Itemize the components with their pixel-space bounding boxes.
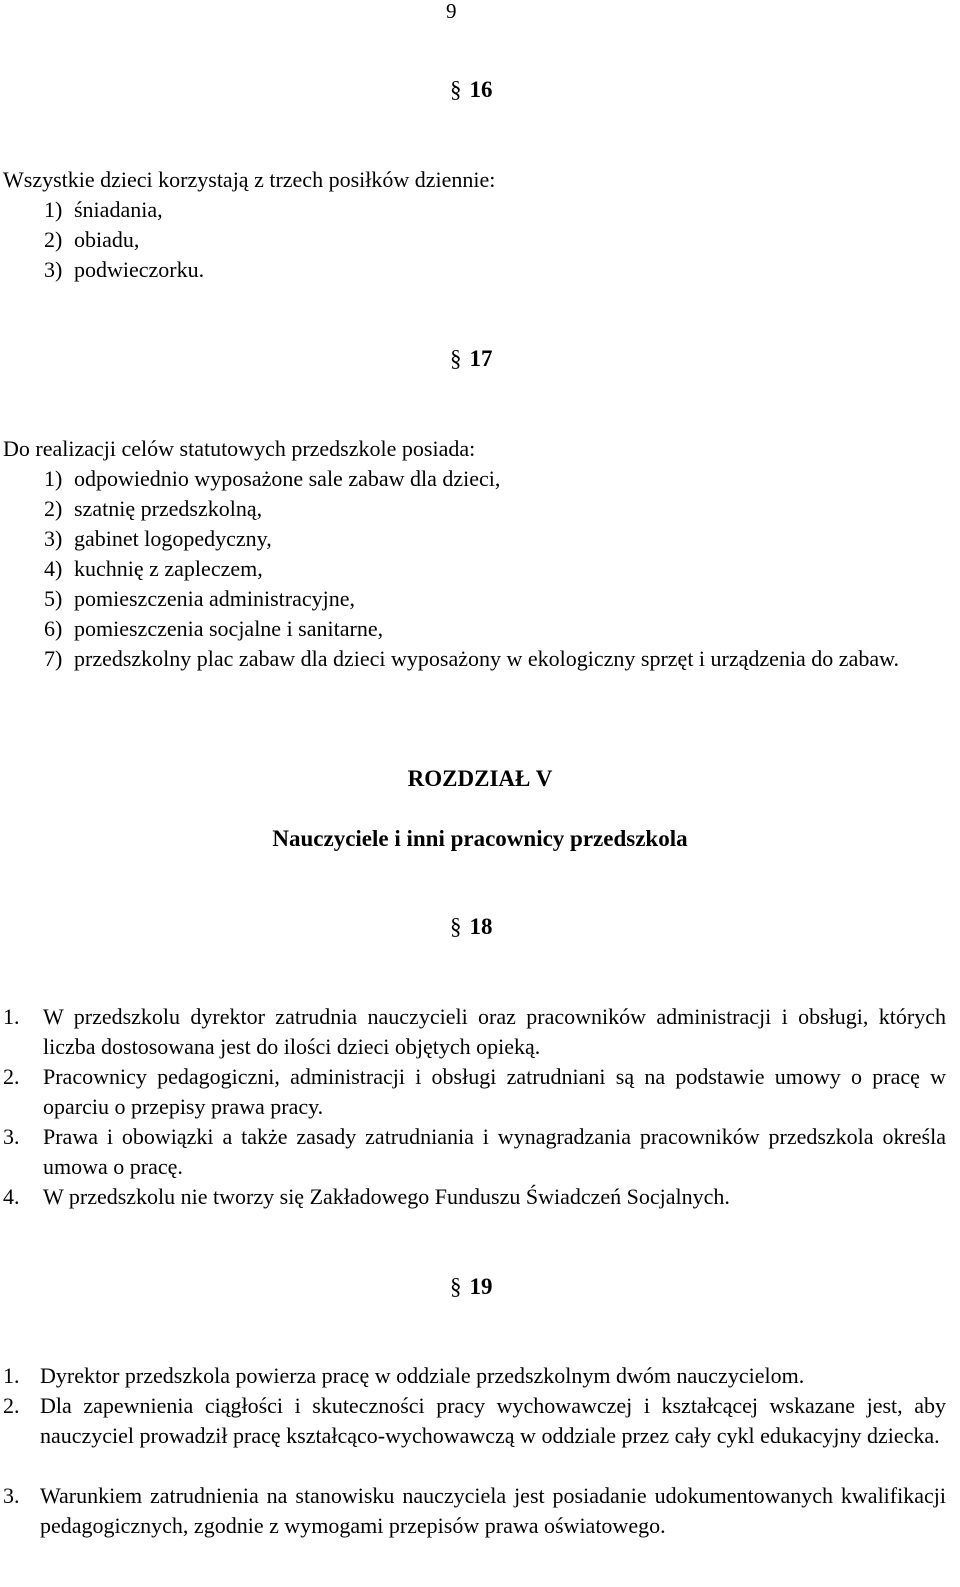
list-item: 5) pomieszczenia administracyjne, <box>44 586 355 611</box>
section-number: 16 <box>469 77 493 102</box>
section-19-heading <box>450 1272 493 1302</box>
chapter-title: ROZDZIAŁ V <box>407 766 553 791</box>
section-17-intro: Do realizacji celów statutowych przedszkole posiada: <box>3 436 476 461</box>
section-16-intro: Wszystkie dzieci korzystają z trzech posiłków dziennie: <box>3 167 496 192</box>
numbered-paragraph: 2. Dla zapewnienia ciągłości i skuteczności pracy wychowawczej i kształcącej wskazane jest, aby nauczyciel prowadził pracę kształcąco-wychowawczą w oddziale przez cały cykl edukacyjny dziecka. <box>3 1393 946 1448</box>
list-item: 2) szatnię przedszkolną, <box>44 496 263 521</box>
section-18-heading <box>450 912 493 942</box>
section-number: 18 <box>469 914 493 939</box>
list-item: 7) przedszkolny plac zabaw dla dzieci wyposażony w ekologiczny sprzęt i urządzenia do zabaw. <box>44 646 900 671</box>
section-sign: § <box>450 1274 462 1299</box>
numbered-paragraph: 3. Prawa i obowiązki a także zasady zatrudniania i wynagradzania pracowników przedszkola określa umowa o pracę. <box>3 1124 946 1179</box>
list-item: 1) śniadania, <box>44 197 163 222</box>
numbered-paragraph: 2. Pracownicy pedagogiczni, administracji i obsługi zatrudniani są na podstawie umowy o pracę w oparciu o przepisy prawa pracy. <box>3 1064 946 1119</box>
section-sign: § <box>450 346 462 371</box>
page-number: 9 <box>446 0 457 23</box>
numbered-paragraph: 3. Warunkiem zatrudnienia na stanowisku nauczyciela jest posiadanie udokumentowanych kwalifikacji pedagogicznych, zgodnie z wymogami przepisów prawa oświatowego. <box>3 1483 946 1538</box>
numbered-paragraph: 1. W przedszkolu dyrektor zatrudnia nauczycieli oraz pracowników administracji i obsługi, których liczba dostosowana jest do ilości dzieci objętych opieką. <box>3 1004 946 1059</box>
chapter-subtitle: Nauczyciele i inni pracownicy przedszkola <box>272 826 688 851</box>
section-number: 19 <box>469 1274 493 1299</box>
list-item: 3) gabinet logopedyczny, <box>44 526 272 551</box>
list-item: 4) kuchnię z zapleczem, <box>44 556 263 581</box>
section-sign: § <box>450 914 462 939</box>
section-sign: § <box>450 77 462 102</box>
numbered-paragraph: 4. W przedszkolu nie tworzy się Zakładowego Funduszu Świadczeń Socjalnych. <box>3 1184 730 1209</box>
section-number: 17 <box>469 346 493 371</box>
list-item: 2) obiadu, <box>44 227 140 252</box>
list-item: 1) odpowiednio wyposażone sale zabaw dla dzieci, <box>44 466 501 491</box>
list-item: 3) podwieczorku. <box>44 257 205 282</box>
numbered-paragraph: 1. Dyrektor przedszkola powierza pracę w oddziale przedszkolnym dwóm nauczycielom. <box>3 1363 805 1388</box>
section-17-heading <box>450 344 493 374</box>
section-16-heading <box>450 75 493 105</box>
list-item: 6) pomieszczenia socjalne i sanitarne, <box>44 616 384 641</box>
